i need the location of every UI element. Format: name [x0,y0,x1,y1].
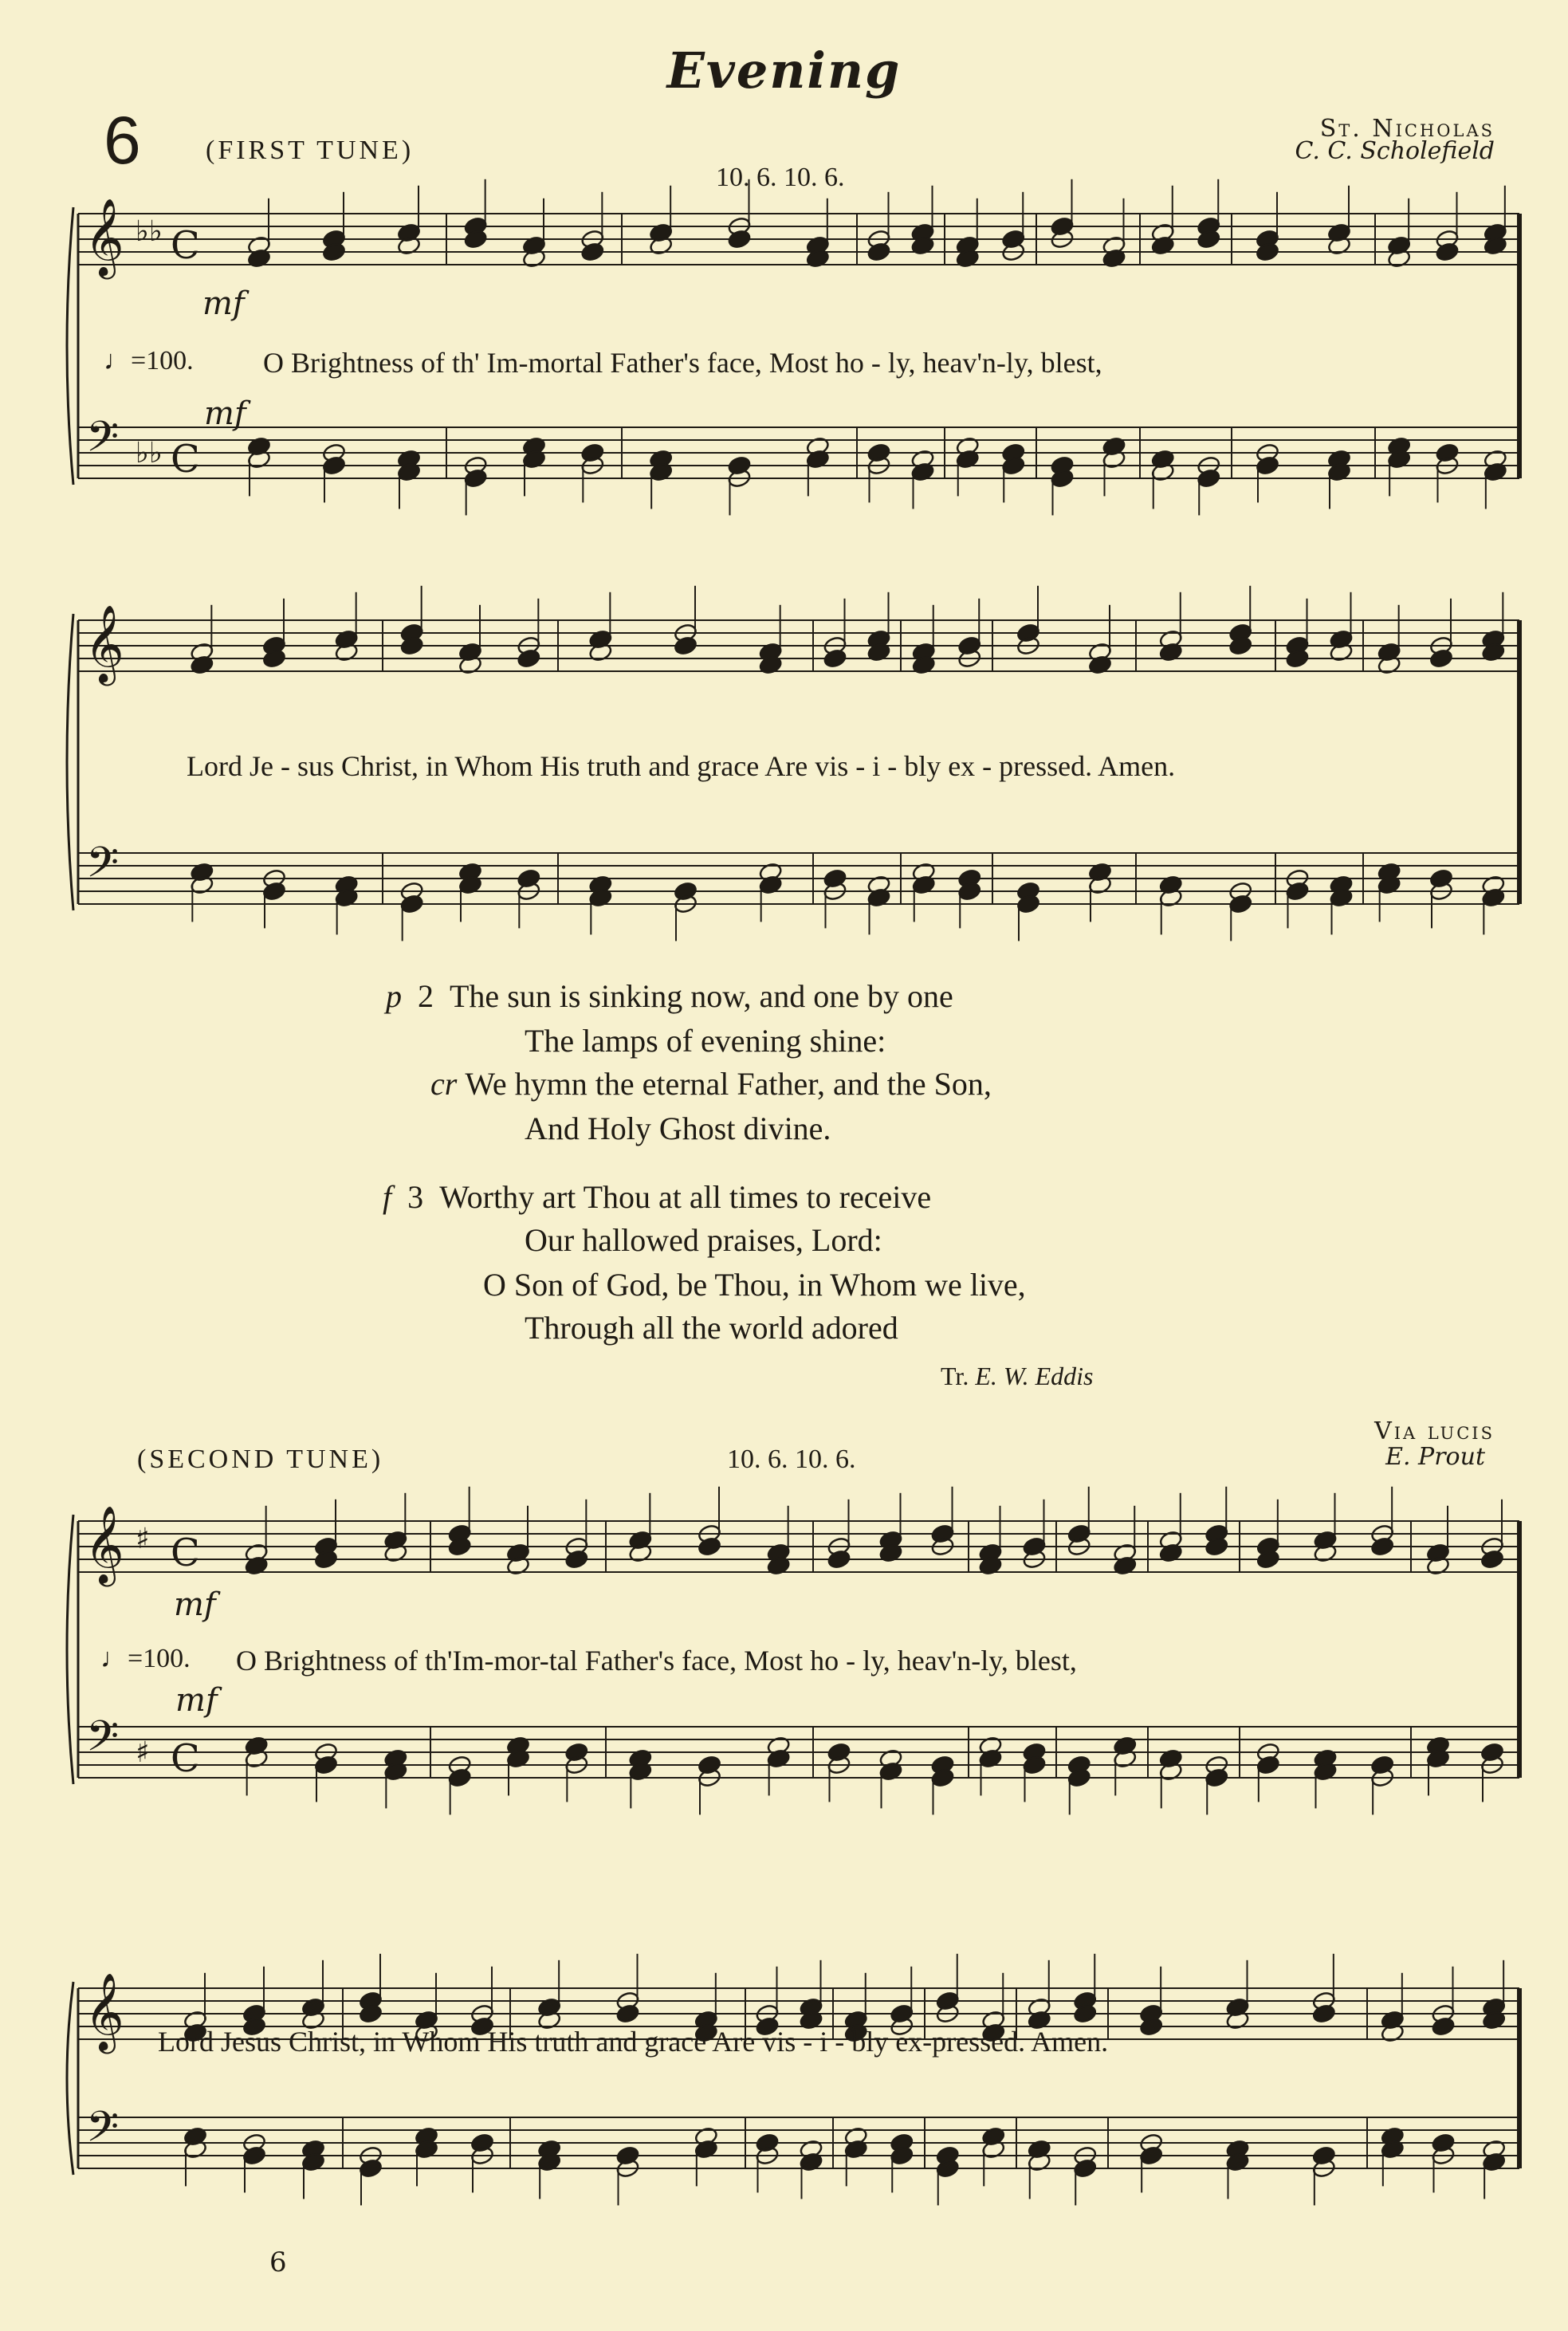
stanza-3-line-3: O Son of God, be Thou, in Whom we live, [483,1267,1026,1303]
stanza-2-line-4: And Holy Ghost divine. [525,1110,831,1146]
system-brace [67,1982,73,2175]
treble-clef-icon: 𝄞 [84,198,124,276]
system-brace [67,1515,73,1784]
common-time-icon: C [171,437,200,482]
translator-credit [941,1362,1093,1391]
quarter-note-icon: ♩ [104,346,131,375]
stanza-2-line-3 [430,1065,992,1103]
first-tune-label: (FIRST TUNE) [206,136,415,165]
bass-clef-icon: 𝄢 [86,413,120,472]
first-tune-tempo-value: =100. [131,346,194,375]
second-tune-tempo-value: =100. [128,1644,191,1673]
key-signature-icon: ♯ [136,1523,150,1555]
stanza-3-line-1 [383,1178,931,1216]
key-signature-icon: ♭♭ [136,215,163,248]
stanza-2-line-1 [386,977,953,1015]
first-tune-lyric-line-1: O Brightness of th' Im-mortal Father's face, Most ho - ly, heav'n-ly, blest, [263,347,1102,379]
first-tune-tempo [104,346,194,376]
stanza-3-dynamic: f [383,1179,392,1215]
first-tune-dynamic-bass: mf [204,395,246,432]
second-tune-dynamic-bass: mf [175,1682,218,1719]
system-brace [67,614,73,910]
stanza-2-text-1: The sun is sinking now, and one by one [450,978,953,1014]
treble-clef-icon: 𝄞 [84,604,124,682]
bass-clef-icon: 𝄢 [86,1712,120,1771]
stanza-2-number: 2 [418,978,434,1014]
hymn-number: 6 [104,103,141,178]
common-time-icon: C [171,1736,200,1781]
stanza-3-text-1: Worthy art Thou at all times to receive [439,1179,932,1215]
second-tune-name: Via lucis [1374,1417,1495,1445]
page-number: 6 [269,2246,287,2278]
stanza-3-line-4: Through all the world adored [525,1310,898,1346]
second-tune-lyric-line-2: Lord Jesus Christ, in Whom His truth and grace Are vis - i - bly ex-pressed. Amen. [158,2026,1109,2058]
bass-clef-icon: 𝄢 [86,2103,120,2162]
page-title: Evening [666,41,902,100]
key-signature-icon: ♭♭ [136,437,163,470]
second-tune-lyric-line-1: O Brightness of th'Im-mor-tal Father's face, Most ho - ly, heav'n-ly, blest, [236,1645,1077,1677]
quarter-note-icon: ♩ [100,1644,128,1673]
bass-clef-icon: 𝄢 [86,839,120,898]
first-tune-composer: C. C. Scholefield [1295,137,1495,165]
first-tune-dynamic-treble: mf [202,285,245,322]
key-signature-icon: ♯ [136,1736,150,1769]
translator-prefix: Tr. [941,1362,969,1390]
stanza-2-text-3: We hymn the eternal Father, and the Son, [465,1066,992,1102]
system-brace [67,207,73,485]
second-tune-meter: 10. 6. 10. 6. [727,1445,856,1474]
stanza-3-number: 3 [407,1179,424,1215]
stanza-2-dynamic-cr: cr [430,1066,458,1102]
second-tune-label: (SECOND TUNE) [137,1445,384,1474]
stanza-3-line-2: Our hallowed praises, Lord: [525,1222,882,1258]
first-tune-lyric-line-2: Lord Je - sus Christ, in Whom His truth and grace Are vis - i - bly ex - pressed. Amen. [187,750,1176,782]
second-tune-composer: E. Prout [1385,1443,1485,1471]
stanza-2-dynamic: p [386,978,402,1014]
treble-clef-icon: 𝄞 [84,1972,124,2050]
common-time-icon: C [171,1531,200,1575]
first-tune-meter: 10. 6. 10. 6. [716,163,845,192]
second-tune-dynamic-treble: mf [174,1586,216,1623]
translator-name: E. W. Eddis [975,1362,1094,1390]
second-tune-tempo [100,1644,191,1674]
first-tune-name: St. Nicholas [1319,115,1495,143]
common-time-icon: C [171,223,200,268]
stanza-2-line-2: The lamps of evening shine: [525,1023,886,1059]
treble-clef-icon: 𝄞 [84,1505,124,1583]
